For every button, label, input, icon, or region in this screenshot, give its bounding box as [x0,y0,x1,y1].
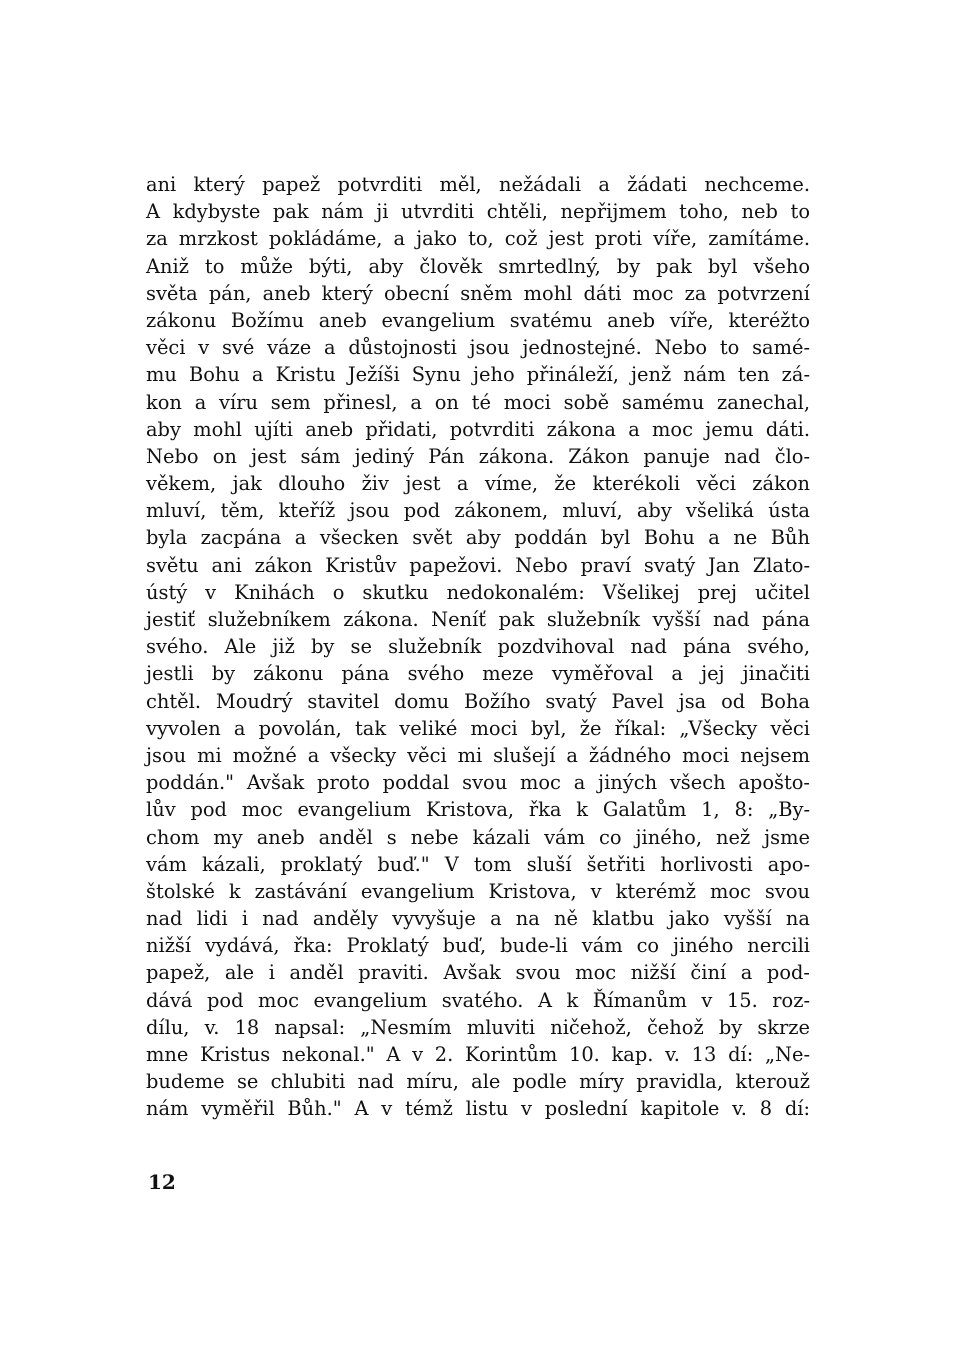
text-line: nižší vydává, řka: Proklatý buď, bude-li vám co jiného nercili [146,934,810,958]
text-line: nám vyměřil Bůh." A v témž listu v poslední kapitole v. 8 dí: [146,1097,810,1121]
text-line: dílu, v. 18 napsal: „Nesmím mluviti ničehož, čehož by skrze [146,1015,810,1039]
text-line: lův pod moc evangelium Kristova, řka k Galatům 1, 8: „By- [146,798,810,822]
text-line: svého. Ale již by se služebník pozdvihoval nad pána svého, [146,635,810,659]
text-line: ani který papež potvrditi měl, nežádali a žádati nechceme. [146,173,810,196]
text-line: jsou mi možné a všecky věci mi slušejí a žádného moci nejsem [146,743,810,767]
text-line: budeme se chlubiti nad míru, ale podle míry pravidla, kterouž [146,1070,810,1094]
text-line: papež, ale i anděl praviti. Avšak svou moc nižší činí a pod- [146,961,810,985]
text-line: kon a víru sem přinesl, a on té moci sobě samému zanechal, [146,390,810,414]
text-line: jestiť služebníkem zákona. Neníť pak služebník vyšší nad pána [146,608,810,631]
text-line: jestli by zákonu pána svého meze vyměřoval a jej jinačiti [146,662,810,686]
text-line: mne Kristus nekonal." A v 2. Korintům 10. kap. v. 13 dí: „Ne- [146,1043,810,1066]
text-line: štolské k zastávání evangelium Kristova, v kterémž moc svou [146,879,810,903]
text-line: poddán." Avšak proto poddal svou moc a jiných všech apošto- [146,771,810,795]
text-line: světu ani zákon Kristův papežovi. Nebo praví svatý Jan Zlato- [146,553,810,577]
text-line: mu Bohu a Kristu Ježíši Synu jeho přináleží, jenž nám ten zá- [146,363,810,387]
text-line: vám kázali, proklatý buď." V tom sluší šetřiti horlivosti apo- [146,852,810,876]
text-line: chtěl. Moudrý stavitel domu Božího svatý Pavel jsa od Boha [146,689,810,713]
text-line: mluví, těm, kteříž jsou pod zákonem, mluví, aby všeliká ústa [146,499,810,523]
text-line: světa pán, aneb který obecní sněm mohl dáti moc za potvrzení [146,281,810,305]
text-line: Aniž to může býti, aby člověk smrtedlný, by pak byl všeho [146,254,810,278]
page-number: 12 [148,1170,176,1194]
text-line: ústý v Knihách o skutku nedokonalém: Všelikej prej učitel [146,580,810,604]
body-text [146,171,810,1123]
text-line: A kdybyste pak nám ji utvrditi chtěli, nepřijmem toho, neb to [146,200,810,224]
text-line: věkem, jak dlouho živ jest a víme, že kterékoli věci zákon [146,472,810,496]
text-line: chom my aneb anděl s nebe kázali vám co jiného, než jsme [146,825,810,849]
text-line: Nebo on jest sám jediný Pán zákona. Zákon panuje nad člo- [146,444,810,468]
text-line: za mrzkost pokládáme, a jako to, což jest proti víře, zamítáme. [146,227,810,251]
text-line: dává pod moc evangelium svatého. A k Římanům v 15. roz- [146,988,810,1012]
text-line: aby mohl ujíti aneb přidati, potvrditi zákona a moc jemu dáti. [146,417,810,441]
text-line: zákonu Božímu aneb evangelium svatému aneb víře, kteréžto [146,308,810,332]
text-line: vyvolen a povolán, tak veliké moci byl, že říkal: „Všecky věci [146,716,810,740]
text-line: věci v své váze a důstojnosti jsou jednostejné. Nebo to samé- [146,336,810,360]
text-line: byla zacpána a všecken svět aby poddán byl Bohu a ne Bůh [146,526,810,550]
text-line: nad lidi i nad anděly vyvyšuje a na ně klatbu jako vyšší na [146,907,810,931]
